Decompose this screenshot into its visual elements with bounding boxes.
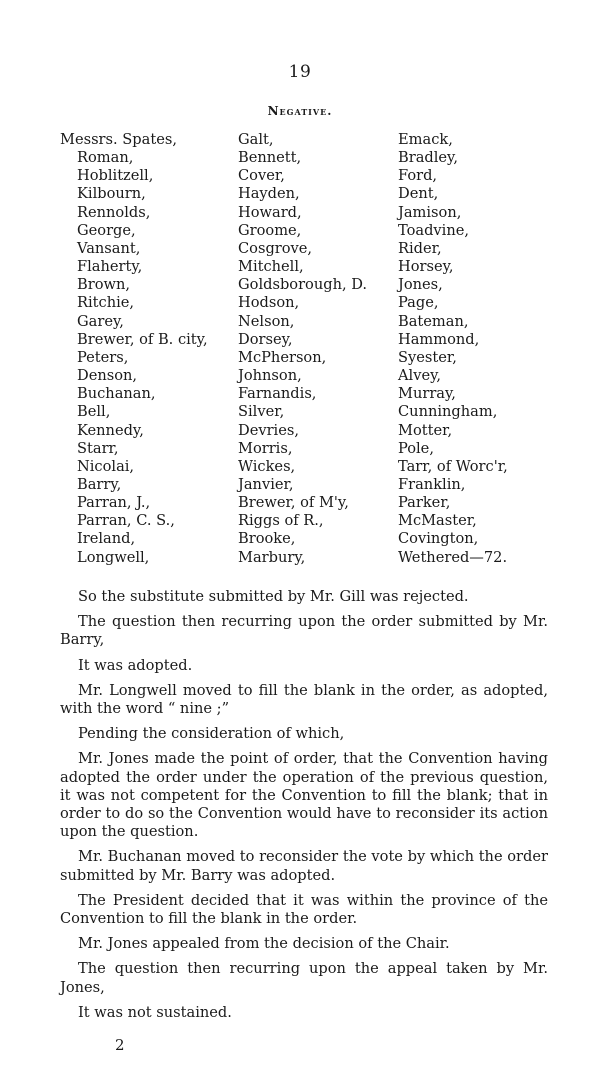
member-name: Hayden, xyxy=(238,185,300,203)
member-name: Rennolds, xyxy=(77,203,151,221)
member-name: Syester, xyxy=(398,348,457,366)
member-name: Cover, xyxy=(238,167,285,185)
member-name: Flaherty, xyxy=(77,258,143,276)
paragraph: Mr. Jones appealed from the decision of the Chair. xyxy=(78,935,450,953)
member-name: Denson, xyxy=(77,367,138,385)
member-name: Riggs of R., xyxy=(238,512,324,530)
member-name: Brooke, xyxy=(238,530,296,548)
paragraph: Mr. Jones made the point of order, that the Convention having adopted the order under the operation of the previous question, it was not competent for the Convention to fill the blank; that in order to do so the Convention would have to reconsider its action upon the question. xyxy=(60,750,548,841)
member-name: Brown, xyxy=(77,276,131,294)
member-name: Brewer, of B. city, xyxy=(77,330,208,348)
member-name: Franklin, xyxy=(398,475,466,493)
signature-mark: 2 xyxy=(115,1036,125,1054)
member-name: Tarr, of Worc'r, xyxy=(398,457,508,475)
paragraph: The question then recurring upon the appeal taken by Mr. Jones, xyxy=(60,960,548,996)
member-name: Devries, xyxy=(238,421,299,439)
member-name: Toadvine, xyxy=(398,221,470,239)
body-text xyxy=(60,588,548,1029)
paragraph: So the substitute submitted by Mr. Gill was rejected. xyxy=(78,588,469,605)
member-name: Starr, xyxy=(77,439,119,457)
member-name: Bradley, xyxy=(398,149,458,167)
paragraph: Mr. Longwell moved to fill the blank in the order, as adopted, with the word “ nine ;” xyxy=(60,681,548,718)
member-name: Cunningham, xyxy=(398,403,498,421)
member-name: Bell, xyxy=(77,403,111,421)
member-name: Ford, xyxy=(398,167,438,185)
member-name: Hoblitzell, xyxy=(77,167,154,185)
names-column-second xyxy=(238,131,367,567)
member-name: George, xyxy=(77,221,136,239)
member-name: Kennedy, xyxy=(77,421,144,439)
member-name: Parker, xyxy=(398,494,451,512)
member-name: Bateman, xyxy=(398,312,469,330)
member-name: Dorsey, xyxy=(238,330,293,348)
member-name: Howard, xyxy=(238,203,302,221)
member-name: Ireland, xyxy=(77,530,136,548)
member-name: Rider, xyxy=(398,239,442,257)
member-name: Jamison, xyxy=(398,203,462,221)
member-name: Ritchie, xyxy=(77,294,135,312)
member-name: Covington, xyxy=(398,530,479,548)
member-name: Hammond, xyxy=(398,330,480,348)
member-name: Wickes, xyxy=(238,457,296,475)
member-name: McPherson, xyxy=(238,348,327,366)
member-name: Marbury, xyxy=(238,548,306,566)
member-name: Page, xyxy=(398,294,439,312)
member-name: Nicolai, xyxy=(77,457,135,475)
member-name: Galt, xyxy=(238,131,274,148)
member-name: Murray, xyxy=(398,385,456,403)
member-name: Alvey, xyxy=(398,367,442,385)
member-name: Morris, xyxy=(238,439,293,457)
member-name: Barry, xyxy=(77,475,122,493)
member-name: Dent, xyxy=(398,185,439,203)
member-name: Garey, xyxy=(77,312,124,330)
member-name: Peters, xyxy=(77,348,129,366)
paragraph: It was adopted. xyxy=(78,656,193,674)
member-name: Messrs. Spates, xyxy=(60,131,177,148)
member-name: Silver, xyxy=(238,403,285,421)
member-name: Parran, C. S., xyxy=(77,512,175,530)
member-name: Parran, J., xyxy=(77,494,151,512)
member-name: Motter, xyxy=(398,421,453,439)
member-name: Farnandis, xyxy=(238,385,317,403)
paragraph: Mr. Buchanan moved to reconsider the vote by which the order submitted by Mr. Barry was adopted. xyxy=(60,848,548,884)
member-name: Kilbourn, xyxy=(77,185,146,203)
member-name: Cosgrove, xyxy=(238,239,313,257)
member-name: Brewer, of M'y, xyxy=(238,494,349,512)
page-number: 19 xyxy=(288,62,312,82)
names-column-first xyxy=(60,131,208,567)
section-heading: Negative. xyxy=(267,104,333,118)
member-name: Vansant, xyxy=(77,239,141,257)
member-name: Johnson, xyxy=(238,367,302,385)
paragraph: The question then recurring upon the order submitted by Mr. Barry, xyxy=(60,613,548,649)
member-name: McMaster, xyxy=(398,512,477,530)
member-name: Longwell, xyxy=(77,548,150,566)
paragraph: The President decided that it was within the province of the Convention to fill the blank in the order. xyxy=(60,891,548,928)
member-name: Roman, xyxy=(77,149,134,167)
member-name: Groome, xyxy=(238,221,302,239)
member-name: Emack, xyxy=(398,131,453,148)
member-name: Jones, xyxy=(398,276,443,294)
paragraph: It was not sustained. xyxy=(78,1003,232,1021)
member-name: Janvier, xyxy=(238,475,294,493)
member-name: Mitchell, xyxy=(238,258,304,276)
member-name: Bennett, xyxy=(238,149,302,167)
member-name: Buchanan, xyxy=(77,385,156,403)
member-name: Pole, xyxy=(398,439,434,457)
member-name: Nelson, xyxy=(238,312,295,330)
member-name: Horsey, xyxy=(398,258,454,276)
paragraph: Pending the consideration of which, xyxy=(78,725,345,743)
member-name: Wethered—72. xyxy=(398,548,508,566)
names-column-third xyxy=(398,131,508,567)
member-name: Goldsborough, D. xyxy=(238,276,368,294)
member-name: Hodson, xyxy=(238,294,300,312)
